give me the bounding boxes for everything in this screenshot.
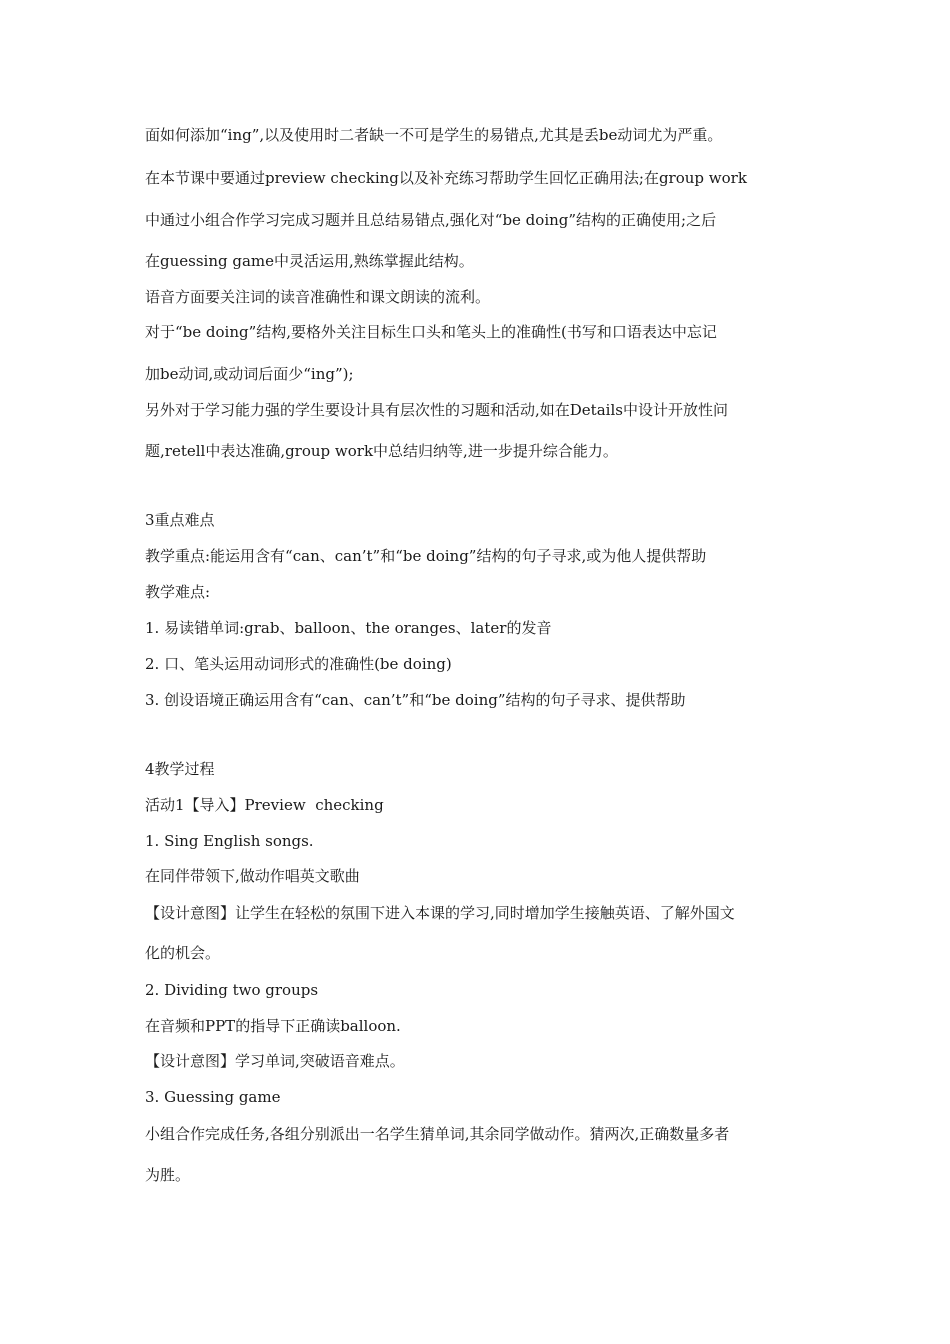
- step-description: 为胜。: [145, 1166, 191, 1184]
- section-heading: 4教学过程: [145, 760, 215, 778]
- paragraph-line: 面如何添加“ing”,以及使用时二者缺一不可是学生的易错点,尤其是丢be动词尤为严重。: [145, 126, 723, 144]
- step-title: 1. Sing English songs.: [145, 832, 314, 850]
- paragraph-line: 加be动词,或动词后面少“ing”);: [145, 365, 354, 383]
- design-intent: 化的机会。: [145, 944, 221, 962]
- key-point-text: 教学重点:能运用含有“can、can’t”和“be doing”结构的句子寻求,或为他人提供帮助: [145, 547, 707, 565]
- step-description: 在同伴带领下,做动作唱英文歌曲: [145, 867, 360, 885]
- difficulty-label: 教学难点:: [145, 583, 211, 601]
- step-description: 在音频和PPT的指导下正确读balloon.: [145, 1017, 401, 1035]
- paragraph-line: 在本节课中要通过preview checking以及补充练习帮助学生回忆正确用法;在group work: [145, 169, 747, 187]
- list-item: 2. 口、笔头运用动词形式的准确性(be doing): [145, 655, 452, 673]
- step-title: 2. Dividing two groups: [145, 981, 319, 999]
- section-heading: 3重点难点: [145, 511, 215, 529]
- paragraph-line: 语音方面要关注词的读音准确性和课文朗读的流利。: [145, 288, 491, 306]
- paragraph-line: 在guessing game中灵活运用,熟练掌握此结构。: [145, 252, 474, 270]
- list-item: 1. 易读错单词:grab、balloon、the oranges、later的发音: [145, 619, 552, 637]
- activity-title: 活动1【导入】Preview checking: [145, 796, 384, 814]
- design-intent: 【设计意图】让学生在轻松的氛围下进入本课的学习,同时增加学生接触英语、了解外国文: [145, 904, 735, 922]
- paragraph-line: 题,retell中表达准确,group work中总结归纳等,进一步提升综合能力。: [145, 442, 618, 460]
- design-intent: 【设计意图】学习单词,突破语音难点。: [145, 1052, 405, 1070]
- paragraph-line: 中通过小组合作学习完成习题并且总结易错点,强化对“be doing”结构的正确使用;之后: [145, 211, 717, 229]
- paragraph-line: 对于“be doing”结构,要格外关注目标生口头和笔头上的准确性(书写和口语表达中忘记: [145, 323, 717, 341]
- list-item: 3. 创设语境正确运用含有“can、can’t”和“be doing”结构的句子寻求、提供帮助: [145, 691, 686, 709]
- step-title: 3. Guessing game: [145, 1088, 281, 1106]
- step-description: 小组合作完成任务,各组分别派出一名学生猜单词,其余同学做动作。猜两次,正确数量多者: [145, 1125, 730, 1143]
- paragraph-line: 另外对于学习能力强的学生要设计具有层次性的习题和活动,如在Details中设计开放性问: [145, 401, 728, 419]
